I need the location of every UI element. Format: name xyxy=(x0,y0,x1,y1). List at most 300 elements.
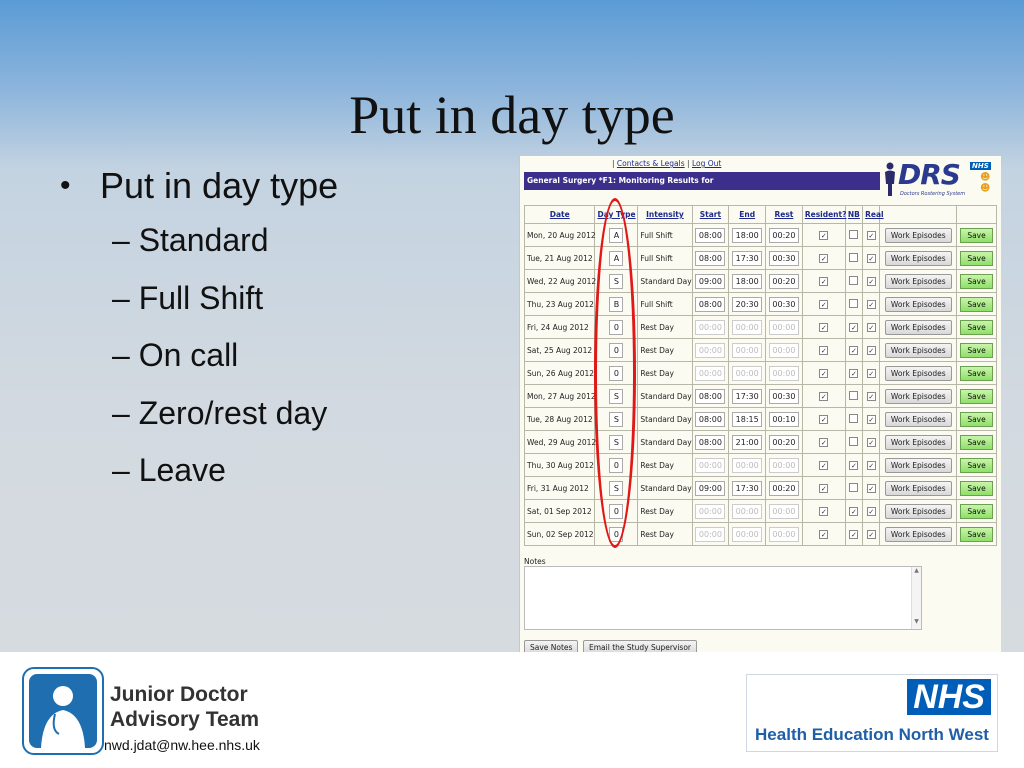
jdat-logo xyxy=(22,667,104,755)
resident-checkbox[interactable] xyxy=(819,346,828,355)
end-cell xyxy=(729,362,766,385)
nb-cell xyxy=(845,339,862,362)
nb-checkbox[interactable] xyxy=(849,530,858,539)
rest-cell xyxy=(766,477,803,500)
work-episodes-cell xyxy=(880,523,957,546)
day-type-input[interactable]: S xyxy=(609,481,623,496)
end-cell xyxy=(729,408,766,431)
date-cell: Wed, 29 Aug 2012 xyxy=(525,431,595,454)
date-cell: Thu, 30 Aug 2012 xyxy=(525,454,595,477)
rest-time-input[interactable]: 00:00 xyxy=(769,504,799,519)
save-row-button[interactable]: Save xyxy=(960,228,992,243)
check-mark: ✓ xyxy=(868,507,875,516)
date-cell: Mon, 27 Aug 2012 xyxy=(525,385,595,408)
check-mark: ✓ xyxy=(850,346,857,355)
day-type-input[interactable]: 0 xyxy=(609,343,623,358)
start-time-input[interactable]: 08:00 xyxy=(695,251,725,266)
resident-checkbox[interactable] xyxy=(819,300,828,309)
start-cell xyxy=(692,316,729,339)
work-episodes-button[interactable]: Work Episodes xyxy=(885,527,952,542)
check-mark: ✓ xyxy=(820,300,827,309)
check-mark: ✓ xyxy=(820,507,827,516)
sub-bullet-text: Zero/rest day xyxy=(138,394,328,431)
drs-app-screenshot xyxy=(519,156,1001,656)
check-mark: ✓ xyxy=(868,231,875,240)
sub-bullet-dash: – xyxy=(112,337,139,373)
start-cell xyxy=(692,224,729,247)
save-cell xyxy=(957,500,997,523)
nb-cell xyxy=(845,385,862,408)
scroll-down-icon[interactable]: ▼ xyxy=(914,618,919,625)
col-header-intensity[interactable]: Intensity xyxy=(638,206,692,224)
rest-cell xyxy=(766,454,803,477)
day-type-input[interactable]: A xyxy=(609,251,623,266)
intensity-cell: Full Shift xyxy=(638,293,692,316)
real-checkbox[interactable] xyxy=(867,369,876,378)
date-cell: Tue, 28 Aug 2012 xyxy=(525,408,595,431)
save-cell xyxy=(957,339,997,362)
nb-checkbox[interactable] xyxy=(849,391,858,400)
end-time-input[interactable]: 00:00 xyxy=(732,320,762,335)
resident-checkbox[interactable] xyxy=(819,231,828,240)
intensity-cell: Full Shift xyxy=(638,224,692,247)
notes-scrollbar[interactable] xyxy=(911,567,921,629)
check-mark: ✓ xyxy=(868,346,875,355)
real-checkbox[interactable] xyxy=(867,507,876,516)
nb-checkbox[interactable] xyxy=(849,369,858,378)
work-episodes-button[interactable]: Work Episodes xyxy=(885,228,952,243)
table-row xyxy=(525,523,997,546)
real-checkbox[interactable] xyxy=(867,323,876,332)
real-cell xyxy=(863,316,880,339)
nb-cell xyxy=(845,247,862,270)
slide-title: Put in day type xyxy=(349,85,675,145)
nb-checkbox[interactable] xyxy=(849,414,858,423)
nb-cell xyxy=(845,270,862,293)
sub-bullet xyxy=(60,442,338,500)
sub-bullet-dash: – xyxy=(112,452,139,488)
work-episodes-button[interactable]: Work Episodes xyxy=(885,343,952,358)
date-cell: Sun, 26 Aug 2012 xyxy=(525,362,595,385)
date-cell: Fri, 24 Aug 2012 xyxy=(525,316,595,339)
real-checkbox[interactable] xyxy=(867,461,876,470)
sub-bullet-dash: – xyxy=(112,279,139,316)
rest-time-input[interactable]: 00:00 xyxy=(769,527,799,542)
col-header-day-type[interactable]: Day Type xyxy=(595,206,638,224)
table-header-row xyxy=(525,206,997,224)
col-header-real[interactable]: Real xyxy=(863,206,880,224)
save-cell xyxy=(957,362,997,385)
rest-time-input[interactable]: 00:10 xyxy=(769,412,799,427)
save-row-button[interactable]: Save xyxy=(960,320,992,335)
save-row-button[interactable]: Save xyxy=(960,274,992,289)
col-header-date[interactable]: Date xyxy=(525,206,595,224)
nb-checkbox[interactable] xyxy=(849,230,858,239)
rest-cell xyxy=(766,385,803,408)
save-cell xyxy=(957,270,997,293)
start-time-input[interactable]: 08:00 xyxy=(695,389,725,404)
doctor-avatar-icon xyxy=(29,674,97,748)
nb-cell xyxy=(845,316,862,339)
work-episodes-cell xyxy=(880,270,957,293)
intensity-cell: Rest Day xyxy=(638,454,692,477)
resident-cell xyxy=(802,224,845,247)
start-cell xyxy=(692,247,729,270)
end-cell xyxy=(729,454,766,477)
start-cell xyxy=(692,477,729,500)
rest-time-input[interactable]: 00:00 xyxy=(769,343,799,358)
save-row-button[interactable]: Save xyxy=(960,366,992,381)
end-cell xyxy=(729,270,766,293)
real-cell xyxy=(863,270,880,293)
resident-checkbox[interactable] xyxy=(819,461,828,470)
start-time-input[interactable]: 09:00 xyxy=(695,481,725,496)
day-type-input[interactable]: 0 xyxy=(609,366,623,381)
start-cell xyxy=(692,408,729,431)
start-time-input[interactable]: 00:00 xyxy=(695,504,725,519)
work-episodes-cell xyxy=(880,408,957,431)
end-time-input[interactable]: 17:30 xyxy=(732,251,762,266)
save-row-button[interactable]: Save xyxy=(960,458,992,473)
real-checkbox[interactable] xyxy=(867,346,876,355)
col-header-rest[interactable]: Rest xyxy=(766,206,803,224)
jdat-title xyxy=(110,682,259,732)
intensity-cell: Rest Day xyxy=(638,339,692,362)
intensity-cell: Standard Day xyxy=(638,408,692,431)
end-cell xyxy=(729,224,766,247)
nb-checkbox[interactable] xyxy=(849,437,858,446)
real-cell xyxy=(863,477,880,500)
real-cell xyxy=(863,339,880,362)
check-mark: ✓ xyxy=(868,300,875,309)
check-mark: ✓ xyxy=(820,323,827,332)
save-row-button[interactable]: Save xyxy=(960,435,992,450)
start-time-input[interactable]: 09:00 xyxy=(695,274,725,289)
sub-bullet-dash: – xyxy=(112,222,139,258)
end-time-input[interactable]: 20:30 xyxy=(732,297,762,312)
resident-checkbox[interactable] xyxy=(819,277,828,286)
resident-cell xyxy=(802,454,845,477)
table-row xyxy=(525,477,997,500)
end-time-input[interactable]: 00:00 xyxy=(732,343,762,358)
intensity-cell: Rest Day xyxy=(638,316,692,339)
resident-checkbox[interactable] xyxy=(819,323,828,332)
nb-cell xyxy=(845,523,862,546)
save-notes-button[interactable]: Save Notes xyxy=(524,640,578,655)
check-mark: ✓ xyxy=(820,392,827,401)
end-cell xyxy=(729,523,766,546)
rest-cell xyxy=(766,431,803,454)
end-cell xyxy=(729,293,766,316)
nb-cell xyxy=(845,454,862,477)
end-cell xyxy=(729,500,766,523)
work-episodes-cell xyxy=(880,431,957,454)
end-time-input[interactable]: 17:30 xyxy=(732,389,762,404)
end-time-input[interactable]: 21:00 xyxy=(732,435,762,450)
day-type-input[interactable]: S xyxy=(609,389,623,404)
real-checkbox[interactable] xyxy=(867,277,876,286)
rest-time-input[interactable]: 00:20 xyxy=(769,481,799,496)
start-time-input[interactable]: 08:00 xyxy=(695,297,725,312)
work-episodes-button[interactable]: Work Episodes xyxy=(885,435,952,450)
resident-cell xyxy=(802,385,845,408)
rest-time-input[interactable]: 00:00 xyxy=(769,458,799,473)
check-mark: ✓ xyxy=(850,369,857,378)
link-separator: | xyxy=(612,159,615,168)
rest-time-input[interactable]: 00:30 xyxy=(769,389,799,404)
monitoring-header: General Surgery *F1: Monitoring Results for xyxy=(524,172,880,190)
col-header-nb[interactable]: NB xyxy=(845,206,862,224)
check-mark: ✓ xyxy=(850,461,857,470)
work-episodes-button[interactable]: Work Episodes xyxy=(885,251,952,266)
table-row xyxy=(525,270,997,293)
start-time-input[interactable]: 00:00 xyxy=(695,527,725,542)
col-header-save xyxy=(957,206,997,224)
save-cell xyxy=(957,247,997,270)
work-episodes-cell xyxy=(880,339,957,362)
nb-checkbox[interactable] xyxy=(849,507,858,516)
real-cell xyxy=(863,523,880,546)
table-row xyxy=(525,500,997,523)
rest-time-input[interactable]: 00:20 xyxy=(769,274,799,289)
work-episodes-button[interactable]: Work Episodes xyxy=(885,504,952,519)
nb-checkbox[interactable] xyxy=(849,346,858,355)
work-episodes-button[interactable]: Work Episodes xyxy=(885,366,952,381)
scroll-up-icon[interactable]: ▲ xyxy=(914,567,919,574)
link-divider: | xyxy=(687,159,690,168)
start-time-input[interactable]: 08:00 xyxy=(695,435,725,450)
sub-bullet xyxy=(60,385,338,443)
start-cell xyxy=(692,454,729,477)
check-mark: ✓ xyxy=(868,323,875,332)
work-episodes-cell xyxy=(880,362,957,385)
start-cell xyxy=(692,431,729,454)
rest-cell xyxy=(766,316,803,339)
end-time-input[interactable]: 00:00 xyxy=(732,504,762,519)
work-episodes-button[interactable]: Work Episodes xyxy=(885,481,952,496)
day-type-highlight-oval xyxy=(594,198,636,548)
jdat-email: nwd.jdat@nw.hee.nhs.uk xyxy=(104,737,260,753)
start-cell xyxy=(692,523,729,546)
start-cell xyxy=(692,500,729,523)
save-row-button[interactable]: Save xyxy=(960,481,992,496)
check-mark: ✓ xyxy=(820,231,827,240)
intensity-cell: Rest Day xyxy=(638,500,692,523)
real-checkbox[interactable] xyxy=(867,484,876,493)
sub-bullet-text: Leave xyxy=(138,452,226,488)
start-time-input[interactable]: 08:00 xyxy=(695,228,725,243)
email-supervisor-button[interactable]: Email the Study Supervisor xyxy=(583,640,697,655)
work-episodes-cell xyxy=(880,316,957,339)
rest-cell xyxy=(766,339,803,362)
work-episodes-cell xyxy=(880,477,957,500)
top-links xyxy=(612,159,721,168)
day-type-input[interactable]: S xyxy=(609,412,623,427)
table-row xyxy=(525,454,997,477)
start-time-input[interactable]: 00:00 xyxy=(695,366,725,381)
resident-checkbox[interactable] xyxy=(819,484,828,493)
start-cell xyxy=(692,339,729,362)
work-episodes-button[interactable]: Work Episodes xyxy=(885,320,952,335)
resident-checkbox[interactable] xyxy=(819,392,828,401)
work-episodes-cell xyxy=(880,224,957,247)
end-cell xyxy=(729,316,766,339)
nb-cell xyxy=(845,362,862,385)
notes-textarea[interactable] xyxy=(524,566,922,630)
col-header-end[interactable]: End xyxy=(729,206,766,224)
col-header-resident[interactable]: Resident? xyxy=(802,206,845,224)
resident-checkbox[interactable] xyxy=(819,530,828,539)
save-cell xyxy=(957,293,997,316)
day-type-input[interactable]: 0 xyxy=(609,527,623,542)
nhs-logo: NHS xyxy=(907,679,991,715)
rest-time-input[interactable]: 00:20 xyxy=(769,435,799,450)
real-checkbox[interactable] xyxy=(867,231,876,240)
intensity-cell: Rest Day xyxy=(638,362,692,385)
day-type-input[interactable]: 0 xyxy=(609,504,623,519)
save-row-button[interactable]: Save xyxy=(960,527,992,542)
nb-checkbox[interactable] xyxy=(849,461,858,470)
sub-bullet xyxy=(60,270,338,328)
resident-cell xyxy=(802,293,845,316)
resident-checkbox[interactable] xyxy=(819,369,828,378)
resident-checkbox[interactable] xyxy=(819,438,828,447)
check-mark: ✓ xyxy=(820,254,827,263)
rest-cell xyxy=(766,293,803,316)
resident-cell xyxy=(802,362,845,385)
intensity-cell: Standard Day xyxy=(638,270,692,293)
nb-cell xyxy=(845,477,862,500)
resident-cell xyxy=(802,431,845,454)
sub-bullet-dash: – xyxy=(112,394,139,431)
rest-time-input[interactable]: 00:30 xyxy=(769,251,799,266)
save-row-button[interactable]: Save xyxy=(960,412,992,427)
start-cell xyxy=(692,362,729,385)
day-type-input[interactable]: S xyxy=(609,274,623,289)
end-time-input[interactable]: 18:00 xyxy=(732,228,762,243)
end-time-input[interactable]: 00:00 xyxy=(732,527,762,542)
save-row-button[interactable]: Save xyxy=(960,504,992,519)
work-episodes-button[interactable]: Work Episodes xyxy=(885,274,952,289)
real-cell xyxy=(863,362,880,385)
day-type-input[interactable]: A xyxy=(609,228,623,243)
hee-logo xyxy=(746,674,998,752)
end-cell xyxy=(729,431,766,454)
sub-bullet-text: Standard xyxy=(138,222,269,258)
nb-checkbox[interactable] xyxy=(849,299,858,308)
work-episodes-cell xyxy=(880,454,957,477)
save-cell xyxy=(957,454,997,477)
resident-checkbox[interactable] xyxy=(819,254,828,263)
real-cell xyxy=(863,431,880,454)
drs-nhs-badge: NHS xyxy=(972,162,989,170)
rest-cell xyxy=(766,500,803,523)
day-type-input[interactable]: S xyxy=(609,435,623,450)
save-row-button[interactable]: Save xyxy=(960,343,992,358)
work-episodes-cell xyxy=(880,247,957,270)
start-time-input[interactable]: 00:00 xyxy=(695,320,725,335)
work-episodes-button[interactable]: Work Episodes xyxy=(885,458,952,473)
rest-time-input[interactable]: 00:20 xyxy=(769,228,799,243)
real-checkbox[interactable] xyxy=(867,392,876,401)
notes-label: Notes xyxy=(524,557,546,566)
nb-checkbox[interactable] xyxy=(849,323,858,332)
rest-time-input[interactable]: 00:30 xyxy=(769,297,799,312)
col-header-actions xyxy=(880,206,957,224)
rest-time-input[interactable]: 00:00 xyxy=(769,320,799,335)
col-header-start[interactable]: Start xyxy=(692,206,729,224)
date-cell: Tue, 21 Aug 2012 xyxy=(525,247,595,270)
logout-link[interactable]: Log Out xyxy=(691,159,722,168)
resident-cell xyxy=(802,408,845,431)
contacts-legals-link[interactable]: Contacts & Legals xyxy=(616,159,685,168)
end-time-input[interactable]: 00:00 xyxy=(732,458,762,473)
check-mark: ✓ xyxy=(868,415,875,424)
end-time-input[interactable]: 18:15 xyxy=(732,412,762,427)
start-cell xyxy=(692,385,729,408)
real-checkbox[interactable] xyxy=(867,254,876,263)
start-time-input[interactable]: 08:00 xyxy=(695,412,725,427)
rest-cell xyxy=(766,247,803,270)
resident-cell xyxy=(802,523,845,546)
sub-bullet xyxy=(60,327,338,385)
save-row-button[interactable]: Save xyxy=(960,297,992,312)
resident-cell xyxy=(802,247,845,270)
nb-cell xyxy=(845,224,862,247)
resident-checkbox[interactable] xyxy=(819,507,828,516)
sub-bullet-text: On call xyxy=(138,337,239,373)
end-time-input[interactable]: 18:00 xyxy=(732,274,762,289)
nb-checkbox[interactable] xyxy=(849,276,858,285)
real-checkbox[interactable] xyxy=(867,438,876,447)
day-type-input[interactable]: 0 xyxy=(609,458,623,473)
jdat-title-line2: Advisory Team xyxy=(110,708,259,731)
rest-time-input[interactable]: 00:00 xyxy=(769,366,799,381)
save-row-button[interactable]: Save xyxy=(960,389,992,404)
work-episodes-button[interactable]: Work Episodes xyxy=(885,297,952,312)
start-time-input[interactable]: 00:00 xyxy=(695,343,725,358)
day-type-input[interactable]: 0 xyxy=(609,320,623,335)
work-episodes-cell xyxy=(880,293,957,316)
check-mark: ✓ xyxy=(820,369,827,378)
real-checkbox[interactable] xyxy=(867,530,876,539)
save-row-button[interactable]: Save xyxy=(960,251,992,266)
save-cell xyxy=(957,523,997,546)
check-mark: ✓ xyxy=(868,530,875,539)
work-episodes-button[interactable]: Work Episodes xyxy=(885,389,952,404)
bullet-list xyxy=(60,160,338,500)
real-checkbox[interactable] xyxy=(867,415,876,424)
end-time-input[interactable]: 00:00 xyxy=(732,366,762,381)
nb-checkbox[interactable] xyxy=(849,483,858,492)
start-time-input[interactable]: 00:00 xyxy=(695,458,725,473)
nb-checkbox[interactable] xyxy=(849,253,858,262)
bullet-main xyxy=(60,160,338,212)
resident-checkbox[interactable] xyxy=(819,415,828,424)
hee-name: Health Education North West xyxy=(755,725,989,744)
end-time-input[interactable]: 17:30 xyxy=(732,481,762,496)
sub-bullet-text: Full Shift xyxy=(138,279,264,316)
real-checkbox[interactable] xyxy=(867,300,876,309)
check-mark: ✓ xyxy=(820,530,827,539)
intensity-cell: Rest Day xyxy=(638,523,692,546)
rest-cell xyxy=(766,224,803,247)
work-episodes-cell xyxy=(880,500,957,523)
work-episodes-button[interactable]: Work Episodes xyxy=(885,412,952,427)
day-type-input[interactable]: B xyxy=(609,297,623,312)
nb-cell xyxy=(845,500,862,523)
check-mark: ✓ xyxy=(850,530,857,539)
